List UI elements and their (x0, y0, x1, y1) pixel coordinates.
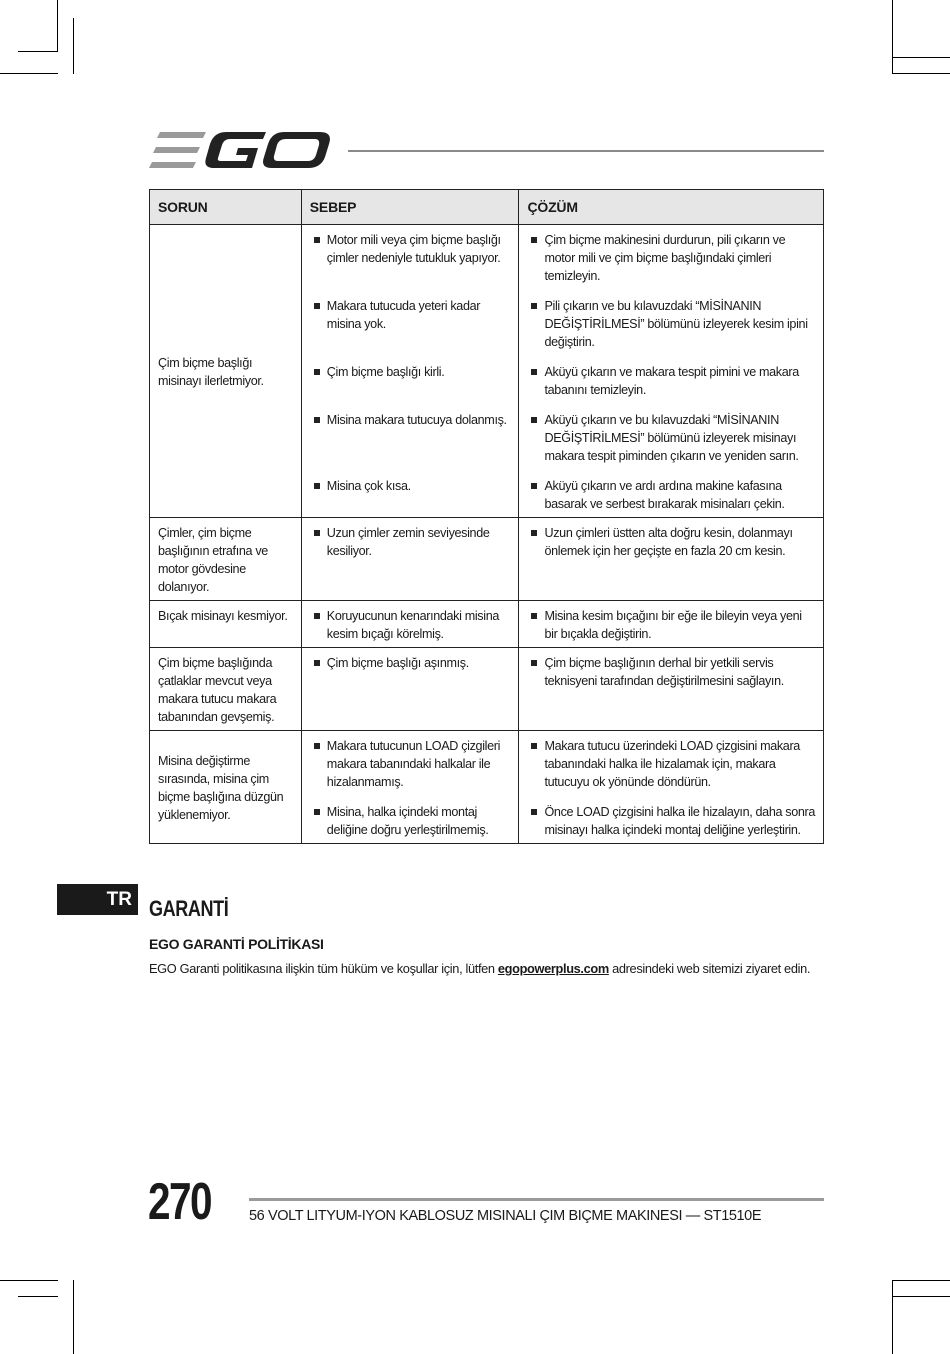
column-header-cause: SEBEP (301, 190, 519, 225)
warranty-subtitle: EGO GARANTİ POLİTİKASI (149, 936, 324, 952)
column-header-solution: ÇÖZÜM (519, 190, 824, 225)
crop-mark (18, 51, 58, 52)
website-link[interactable]: egopowerplus.com (497, 961, 609, 976)
crop-mark (892, 73, 950, 74)
crop-mark (892, 57, 950, 58)
table-row (150, 225, 824, 518)
cause-item: Misina makara tutucuya dolanmış. (310, 411, 513, 465)
ego-logo (148, 130, 333, 172)
crop-mark (892, 1280, 893, 1354)
problem-cell: Çim biçme başlığında çatlaklar mevcut veya makara tutucu makara tabanından gevşemiş. (150, 648, 302, 731)
troubleshooting-table (149, 189, 824, 844)
solution-item: Makara tutucu üzerindeki LOAD çizgisini makara tabanındaki halka ile hizalamak için, makara tutucuyu ok yönünde döndürün. (527, 737, 817, 791)
table-row (150, 648, 824, 731)
cause-item: Koruyucunun kenarındaki misina kesim bıçağı körelmiş. (310, 607, 513, 643)
cause-item: Uzun çimler zemin seviyesinde kesiliyor. (310, 524, 513, 560)
cause-item: Makara tutucunun LOAD çizgileri makara tabanındaki halkalar ile hizalanmamış. (310, 737, 513, 791)
problem-cell: Çimler, çim biçme başlığının etrafına ve motor gövdesine dolanıyor. (150, 518, 302, 601)
table-row (150, 731, 824, 844)
solution-cell (519, 648, 824, 731)
problem-cell: Çim biçme başlığı misinayı ilerletmiyor. (150, 225, 302, 518)
cause-cell (301, 731, 519, 844)
table-row (150, 518, 824, 601)
warranty-text-after: adresindeki web sitemizi ziyaret edin. (608, 961, 811, 976)
table-row (150, 601, 824, 648)
crop-mark (0, 1280, 58, 1281)
solution-item: Aküyü çıkarın ve bu kılavuzdaki “MİSİNANIN DEĞİŞTİRİLMESİ” bölümünü izleyerek misinayı makara tespit piminden çıkarın ve yeniden sarın. (527, 411, 817, 465)
cause-cell (301, 648, 519, 731)
cause-item: Misina çok kısa. (310, 477, 513, 513)
warranty-text-before: EGO Garanti politikasına ilişkin tüm hüküm ve koşullar için, lütfen (149, 961, 498, 976)
crop-mark (0, 73, 58, 74)
solution-item: Çim biçme başlığının derhal bir yetkili servis teknisyeni tarafından değiştirilmesini sağlayın. (527, 654, 817, 690)
crop-mark (73, 18, 74, 74)
footer-title: 56 VOLT LITYUM-IYON KABLOSUZ MISINALI ÇIM BIÇME MAKINESI — ST1510E (249, 1208, 762, 1224)
solution-item: Uzun çimleri üstten alta doğru kesin, dolanmayı önlemek için her geçişte en fazla 20 cm kesin. (527, 524, 817, 560)
crop-mark (18, 1296, 58, 1297)
crop-mark (73, 1280, 74, 1354)
crop-mark (892, 1280, 950, 1281)
language-tab: TR (57, 884, 138, 915)
cause-item: Motor mili veya çim biçme başlığı çimler nedeniyle tutukluk yapıyor. (310, 231, 513, 285)
cause-cell (301, 225, 519, 518)
crop-mark (892, 0, 893, 74)
column-header-problem: SORUN (150, 190, 302, 225)
problem-cell: Bıçak misinayı kesmiyor. (150, 601, 302, 648)
cause-item: Çim biçme başlığı aşınmış. (310, 654, 513, 672)
page-number: 270 (148, 1173, 211, 1231)
table-header-row (150, 190, 824, 225)
solution-cell (519, 601, 824, 648)
cause-cell (301, 601, 519, 648)
solution-cell (519, 731, 824, 844)
solution-item: Aküyü çıkarın ve ardı ardına makine kafasına basarak ve serbest bırakarak misinaları çekin. (527, 477, 817, 513)
solution-item: Pili çıkarın ve bu kılavuzdaki “MİSİNANIN DEĞİŞTİRİLMESİ” bölümünü izleyerek kesim ipini değiştirin. (527, 297, 817, 351)
solution-item: Aküyü çıkarın ve makara tespit pimini ve makara tabanını temizleyin. (527, 363, 817, 399)
cause-cell (301, 518, 519, 601)
problem-cell: Misina değiştirme sırasında, misina çim biçme başlığına düzgün yüklenemiyor. (150, 731, 302, 844)
solution-cell (519, 225, 824, 518)
warranty-title: GARANTİ (149, 896, 229, 921)
crop-mark (892, 1296, 950, 1297)
solution-cell (519, 518, 824, 601)
header-rule (348, 150, 824, 152)
ego-logo-graphic (148, 130, 333, 172)
solution-item: Misina kesim bıçağını bir eğe ile bileyin veya yeni bir bıçakla değiştirin. (527, 607, 817, 643)
footer-rule (249, 1198, 824, 1201)
solution-item: Çim biçme makinesini durdurun, pili çıkarın ve motor mili ve çim biçme başlığındaki çimleri temizleyin. (527, 231, 817, 285)
warranty-text (149, 961, 810, 976)
cause-item: Makara tutucuda yeteri kadar misina yok. (310, 297, 513, 351)
solution-item: Önce LOAD çizgisini halka ile hizalayın, daha sonra misinayı halka içindeki montaj deliğine yerleştirin. (527, 803, 817, 839)
cause-item: Misina, halka içindeki montaj deliğine doğru yerleştirilmemiş. (310, 803, 513, 839)
cause-item: Çim biçme başlığı kirli. (310, 363, 513, 399)
crop-mark (57, 0, 58, 52)
